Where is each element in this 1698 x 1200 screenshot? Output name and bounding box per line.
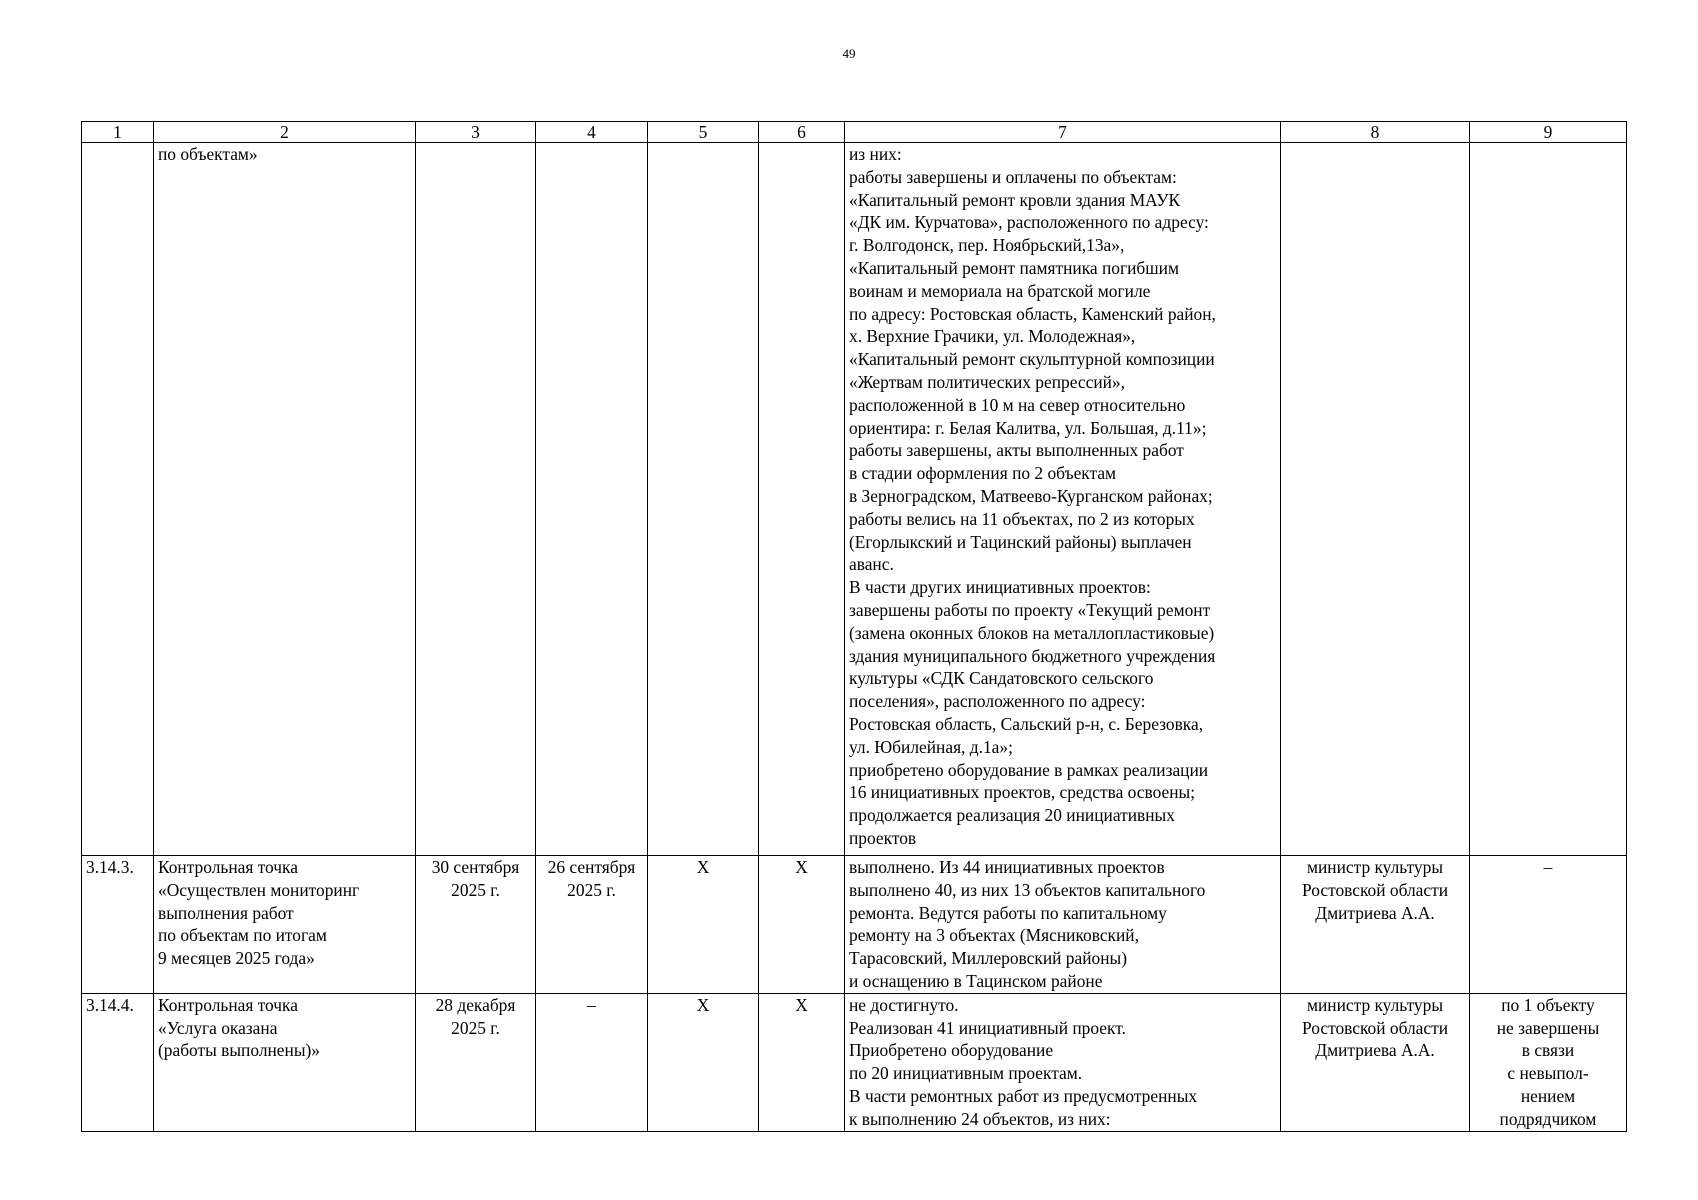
text-line: 30 сентября (431, 857, 520, 877)
actual-date-cell (536, 993, 648, 1131)
result-description-cell (845, 993, 1281, 1131)
text-line: не достигнуто. (849, 994, 959, 1015)
text-line: завершены работы по проекту «Текущий ремонт (849, 599, 1211, 620)
column-6-cell (759, 143, 845, 856)
text-line: 3.14.4. (86, 994, 134, 1015)
column-5-cell: Х (648, 993, 759, 1131)
text-line: не завершены (1496, 1017, 1600, 1038)
text-line: выполнения работ (158, 902, 294, 923)
text-line: 9 месяцев 2025 года» (158, 948, 315, 969)
text-line: министр культуры (1306, 994, 1444, 1015)
text-line: «Капитальный ремонт памятника погибшим (849, 257, 1179, 278)
column-6-cell: Х (759, 856, 845, 994)
header-cell: 3 (416, 122, 536, 143)
text-line: «ДК им. Курчатова», расположенного по адресу: (849, 212, 1209, 233)
page-number: 49 (842, 46, 856, 61)
text-line: приобретено оборудование в рамках реализации (849, 759, 1209, 780)
header-cell: 7 (845, 122, 1281, 143)
table-row (82, 993, 1627, 1131)
text-line: «Жертвам политических репрессий», (849, 371, 1125, 392)
text-line: Дмитриева А.А. (1315, 902, 1435, 923)
table-row (82, 143, 1627, 856)
column-5-cell (648, 143, 759, 856)
text-line: ремонту на 3 объектах (Мясниковский, (849, 925, 1139, 946)
text-line: поселения», расположенного по адресу: (849, 691, 1146, 712)
text-line: ремонта. Ведутся работы по капитальному (849, 902, 1167, 923)
text-line: работы велись на 11 объектах, по 2 из которых (849, 508, 1195, 529)
text-line: (работы выполнены)» (158, 1040, 321, 1061)
planned-date-cell (416, 143, 536, 856)
planned-date-cell (416, 856, 536, 994)
table-row (82, 856, 1627, 994)
text-line: здания муниципального бюджетного учреждения (849, 645, 1216, 666)
text-line: расположенной в 10 м на север относительно (849, 394, 1186, 415)
text-line: из них: (849, 144, 902, 164)
event-name-cell (154, 993, 416, 1131)
header-cell: 9 (1470, 122, 1627, 143)
responsible-person-cell (1281, 143, 1470, 856)
text-line: В части ремонтных работ из предусмотренных (849, 1085, 1198, 1106)
text-line: Ростовской области (1301, 879, 1449, 900)
header-cell: 5 (648, 122, 759, 143)
text-line: к выполнению 24 объектов, из них: (849, 1108, 1111, 1129)
text-line: Ростовская область, Сальский р-н, с. Березовка, (849, 713, 1204, 734)
text-line: продолжается реализация 20 инициативных (849, 805, 1175, 826)
text-line: х. Верхние Грачики, ул. Молодежная», (849, 326, 1136, 347)
text-line: Контрольная точка (158, 994, 298, 1015)
text-line: (Егорлыкский и Тацинский районы) выплачен (849, 531, 1192, 552)
text-line: «Капитальный ремонт скульптурной композиции (849, 349, 1215, 370)
text-line: работы завершены и оплачены по объектам: (849, 166, 1177, 187)
text-line: выполнено. Из 44 инициативных проектов (849, 857, 1165, 877)
text-line: «Капитальный ремонт кровли здания МАУК (849, 189, 1181, 210)
text-line: в связи (1521, 1040, 1575, 1061)
result-description-cell (845, 856, 1281, 994)
actual-date-cell (536, 143, 648, 856)
text-line: ул. Юбилейная, д.1а»; (849, 736, 1013, 757)
text-line: в Зерноградском, Матвеево-Курганском районах; (849, 485, 1213, 506)
header-cell: 2 (154, 122, 416, 143)
text-line: в стадии оформления по 2 объектам (849, 463, 1117, 484)
result-description-cell (845, 143, 1281, 856)
text-line: министр культуры (1306, 857, 1444, 877)
text-line: проектов (849, 827, 917, 848)
text-line: культуры «СДК Сандатовского сельского (849, 668, 1154, 689)
column-5-cell: Х (648, 856, 759, 994)
text-line: по объектам по итогам (158, 925, 327, 946)
text-line: 2025 г. (567, 879, 616, 900)
text-line: по 20 инициативным проектам. (849, 1063, 1083, 1084)
planned-date-cell (416, 993, 536, 1131)
text-line: 3.14.3. (86, 857, 134, 877)
item-number-cell (82, 993, 154, 1131)
text-line: Ростовской области (1301, 1017, 1449, 1038)
text-line: г. Волгодонск, пер. Ноябрьский,13а», (849, 235, 1125, 256)
item-number-cell (82, 143, 154, 856)
header-cell: 4 (536, 122, 648, 143)
text-line: «Услуга оказана (158, 1017, 278, 1038)
text-line: воинам и мемориала на братской могиле (849, 280, 1151, 301)
text-line: по объектам» (158, 144, 258, 164)
text-line: 16 инициативных проектов, средства освоены; (849, 782, 1196, 803)
text-line: – (1543, 857, 1553, 877)
text-line: – (587, 994, 596, 1015)
deviation-reason-cell (1470, 143, 1627, 856)
text-line: выполнено 40, из них 13 объектов капитального (849, 879, 1206, 900)
text-line: 2025 г. (451, 1017, 500, 1038)
text-line: и оснащению в Тацинском районе (849, 970, 1103, 991)
responsible-person-cell (1281, 993, 1470, 1131)
text-line: нением (1520, 1085, 1576, 1106)
text-line: Дмитриева А.А. (1315, 1040, 1435, 1061)
text-line: «Осуществлен мониторинг (158, 879, 360, 900)
text-line: Реализован 41 инициативный проект. (849, 1017, 1126, 1038)
column-number-header-row (82, 122, 1627, 143)
text-line: 2025 г. (451, 879, 500, 900)
text-line: подрядчиком (1499, 1108, 1597, 1129)
item-number-cell (82, 856, 154, 994)
text-line: с невыпол- (1507, 1063, 1589, 1084)
text-line: (замена оконных блоков на металлопластиковые) (849, 622, 1215, 643)
text-line: 26 сентября (547, 857, 636, 877)
text-line: Приобретено оборудование (849, 1040, 1054, 1061)
report-table (81, 121, 1627, 1132)
text-line: работы завершены, акты выполненных работ (849, 440, 1184, 461)
text-line: по 1 объекту (1501, 994, 1595, 1015)
header-cell: 8 (1281, 122, 1470, 143)
text-line: по адресу: Ростовская область, Каменский район, (849, 303, 1216, 324)
text-line: аванс. (849, 554, 894, 575)
column-6-cell: Х (759, 993, 845, 1131)
event-name-cell (154, 143, 416, 856)
text-line: ориентира: г. Белая Калитва, ул. Большая, д.11»; (849, 417, 1207, 438)
actual-date-cell (536, 856, 648, 994)
responsible-person-cell (1281, 856, 1470, 994)
deviation-reason-cell (1470, 993, 1627, 1131)
text-line: Контрольная точка (158, 857, 298, 877)
text-line: В части других инициативных проектов: (849, 577, 1151, 598)
text-line: Тарасовский, Миллеровский районы) (849, 948, 1127, 969)
event-name-cell (154, 856, 416, 994)
text-line: 28 декабря (435, 994, 516, 1015)
header-cell: 6 (759, 122, 845, 143)
header-cell: 1 (82, 122, 154, 143)
deviation-reason-cell (1470, 856, 1627, 994)
